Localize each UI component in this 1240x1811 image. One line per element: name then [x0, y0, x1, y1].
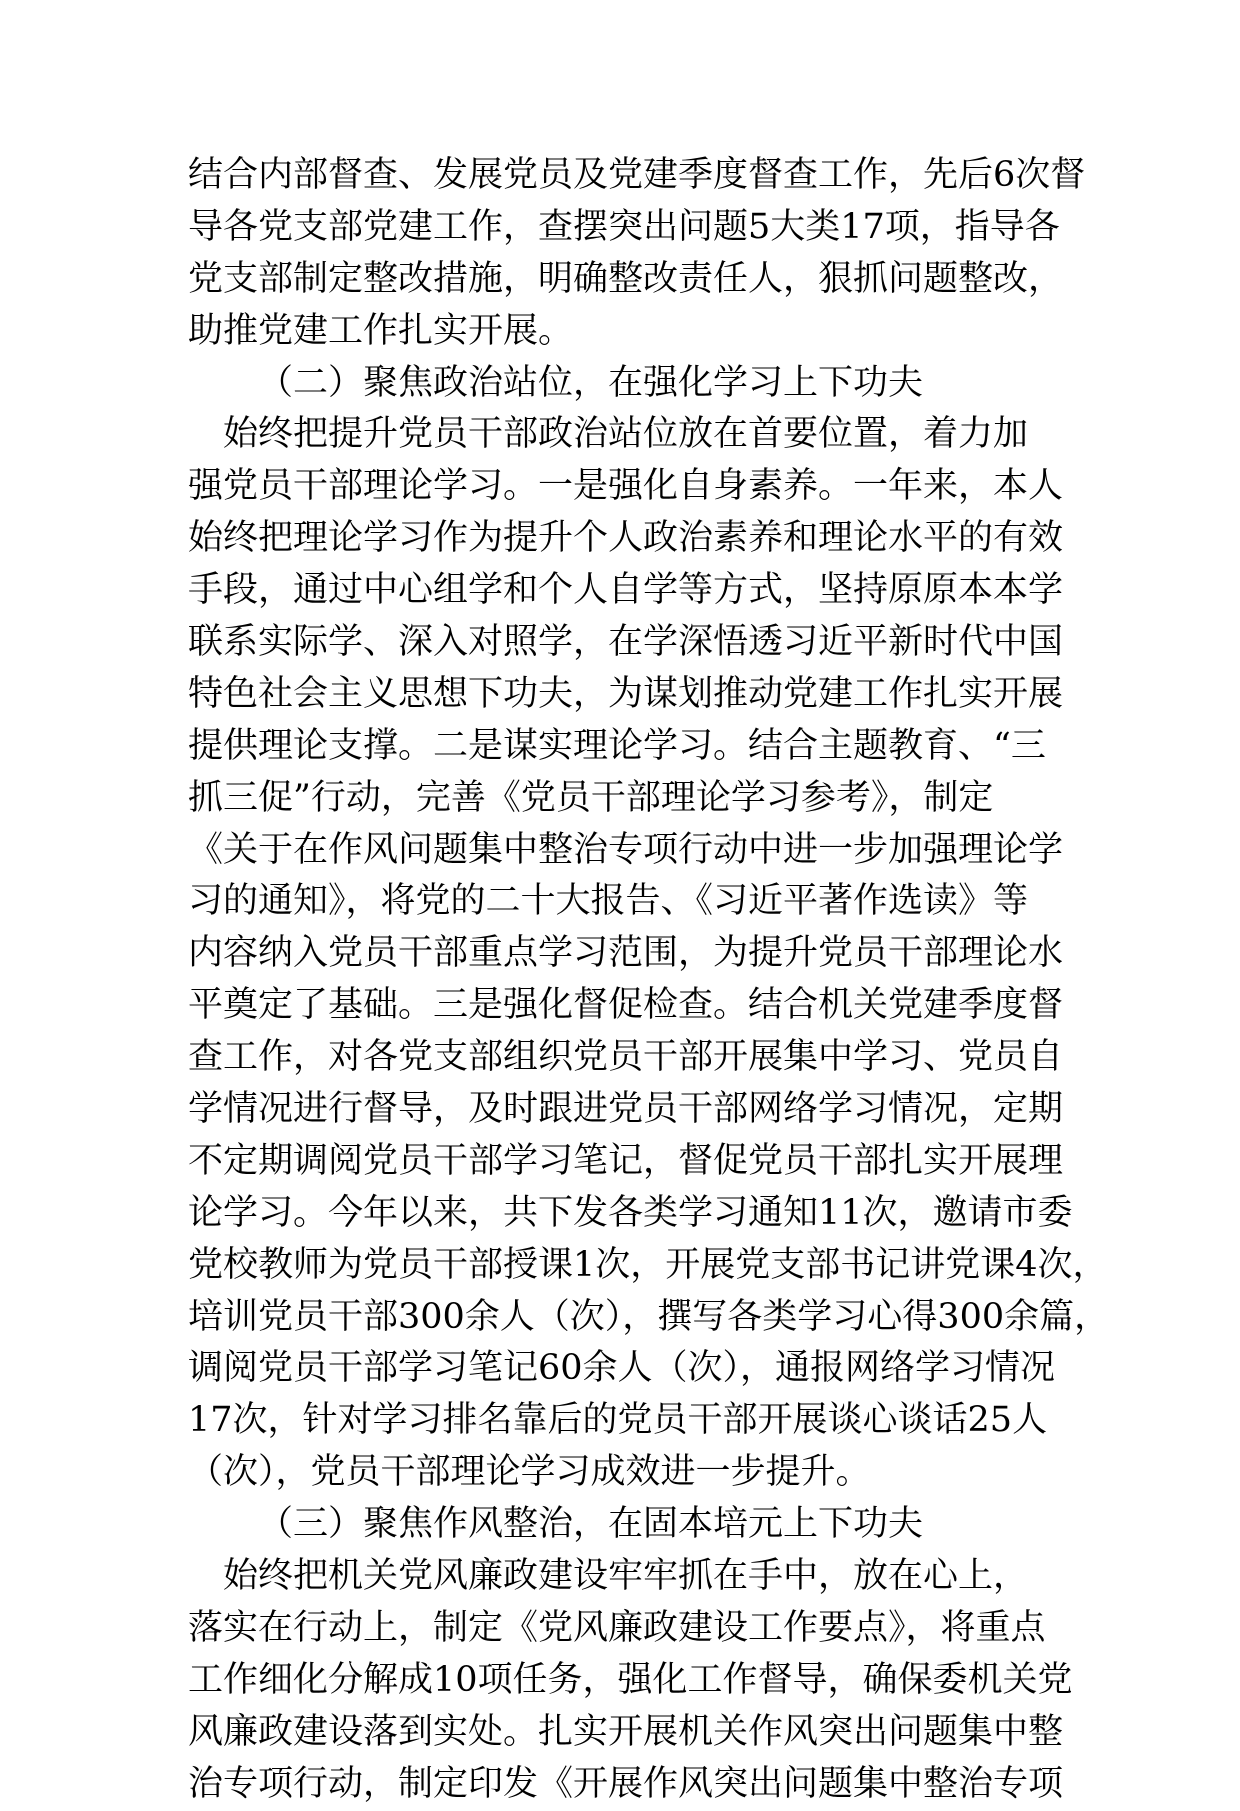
- text-line: （次），党员干部理论学习成效进一步提升。: [188, 1452, 871, 1493]
- section-heading-line: （三）聚焦作风整治，在固本培元上下功夫: [258, 1504, 924, 1545]
- text-line: 始终把提升党员干部政治站位放在首要位置，着力加: [223, 414, 1029, 455]
- text-line: 《关于在作风问题集中整治专项行动中进一步加强理论学: [188, 829, 1064, 870]
- text-line: 导各党支部党建工作，查摆突出问题5大类17项，指导各: [188, 206, 1060, 247]
- text-line: 落实在行动上，制定《党风廉政建设工作要点》，将重点: [188, 1607, 1046, 1648]
- text-line: 提供理论支撑。二是谋实理论学习。结合主题教育、“三: [188, 725, 1046, 766]
- text-line: 风廉政建设落到实处。扎实开展机关作风突出问题集中整: [188, 1711, 1064, 1752]
- text-line: 治专项行动，制定印发《开展作风突出问题集中整治专项: [188, 1763, 1064, 1804]
- text-line: 平奠定了基础。三是强化督促检查。结合机关党建季度督: [188, 985, 1064, 1026]
- text-line: 内容纳入党员干部重点学习范围，为提升党员干部理论水: [188, 933, 1064, 974]
- text-line: 不定期调阅党员干部学习笔记，督促党员干部扎实开展理: [188, 1140, 1064, 1181]
- text-line: 学情况进行督导，及时跟进党员干部网络学习情况，定期: [188, 1089, 1064, 1130]
- text-line: 培训党员干部300余人（次），撰写各类学习心得300余篇，: [188, 1296, 1110, 1337]
- text-line: 调阅党员干部学习笔记60余人（次），通报网络学习情况: [188, 1348, 1056, 1389]
- section-heading-line: （二）聚焦政治站位，在强化学习上下功夫: [258, 362, 924, 403]
- text-line: 党支部制定整改措施，明确整改责任人，狠抓问题整改，: [188, 258, 1064, 299]
- text-line: 始终把理论学习作为提升个人政治素养和理论水平的有效: [188, 518, 1064, 559]
- text-line: 特色社会主义思想下功夫，为谋划推动党建工作扎实开展: [188, 673, 1064, 714]
- text-line: 17次，针对学习排名靠后的党员干部开展谈心谈话25人: [188, 1400, 1048, 1441]
- text-line: 联系实际学、深入对照学，在学深悟透习近平新时代中国: [188, 622, 1064, 663]
- text-line: 抓三促”行动，完善《党员干部理论学习参考》，制定: [188, 777, 994, 818]
- text-line: 始终把机关党风廉政建设牢牢抓在手中，放在心上，: [223, 1556, 1029, 1597]
- text-line: 助推党建工作扎实开展。: [188, 310, 574, 351]
- text-line: 强党员干部理论学习。一是强化自身素养。一年来，本人: [188, 466, 1064, 507]
- document-body: [188, 150, 1110, 1811]
- text-line: 结合内部督查、发展党员及党建季度督查工作，先后6次督: [188, 155, 1086, 195]
- text-line: 习的通知》，将党的二十大报告、《习近平著作选读》等: [188, 881, 1029, 922]
- text-line: 手段，通过中心组学和个人自学等方式，坚持原原本本学: [188, 570, 1064, 611]
- text-line: 工作细化分解成10项任务，强化工作督导，确保委机关党: [188, 1659, 1073, 1700]
- text-line: 查工作，对各党支部组织党员干部开展集中学习、党员自: [188, 1037, 1064, 1078]
- text-line: 论学习。今年以来，共下发各类学习通知11次，邀请市委: [188, 1192, 1073, 1233]
- text-line: 党校教师为党员干部授课1次，开展党支部书记讲党课4次，: [188, 1244, 1108, 1285]
